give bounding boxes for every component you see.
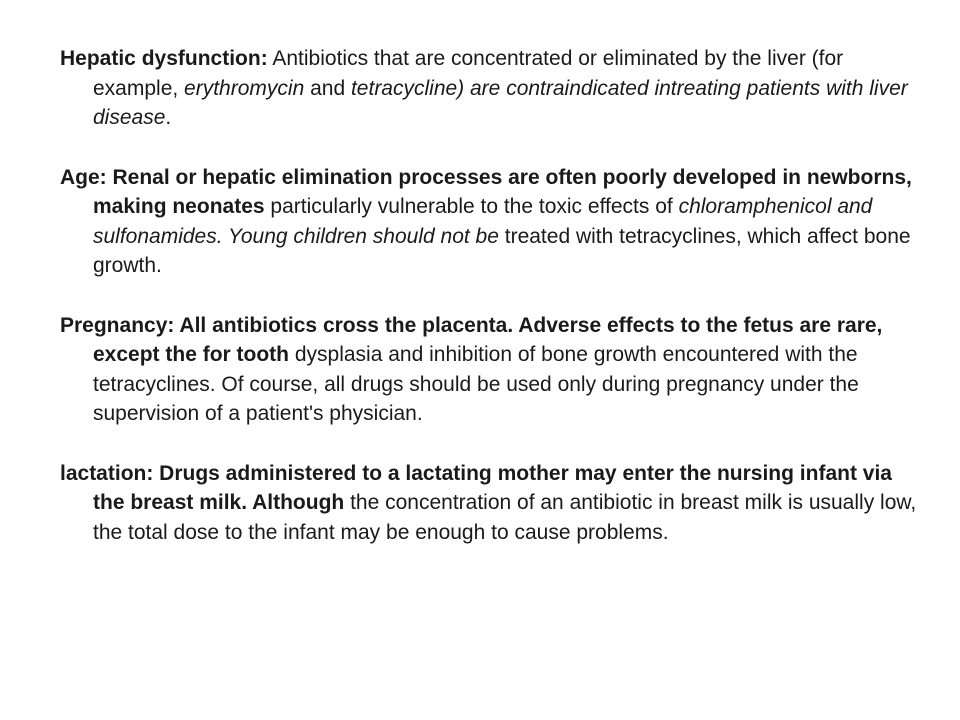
age-text-1: particularly vulnerable to the toxic effects of [264,195,679,218]
lactation-text-1: the concentration of an antibiotic in breast milk is usually low, the total dose to the infant may be enough to cause problems. [93,491,917,544]
pregnancy-text-1: dysplasia and inhibition of bone growth encountered with the tetracyclines. Of course, all drugs should be used only during pregnancy under the supervision of a patient's physician. [93,343,859,425]
paragraph-lactation [60,459,920,548]
hepatic-text-2: and [304,76,351,100]
hepatic-text-3: tetracycline) are contraindicated intreating patients with liver disease [93,76,908,129]
paragraph-age [60,163,920,281]
hepatic-text-1: Antibiotics that are concentrated or eliminated by the liver (for example, [93,47,844,100]
hepatic-term: Hepatic dysfunction: [60,47,268,70]
paragraph-hepatic-dysfunction [60,44,920,133]
pregnancy-term: Pregnancy: All antibiotics cross the placenta. Adverse effects to the fetus are rare, except the for tooth [60,313,883,366]
age-term: Age: Renal or hepatic elimination processes are often poorly developed in newborns, making neonates [60,165,912,218]
slide-body [60,44,920,577]
lactation-term: lactation: Drugs administered to a lactating mother may enter the nursing infant via the breast milk. Although [60,461,892,514]
hepatic-drug-erythromycin: erythromycin [184,76,305,100]
hepatic-text-4: . [165,106,172,129]
age-text-2: chloramphenicol and sulfonamides. Young children should not be [93,195,873,248]
age-text-3: treated with tetracyclines, which affect bone growth. [93,224,911,277]
paragraph-pregnancy [60,311,920,429]
